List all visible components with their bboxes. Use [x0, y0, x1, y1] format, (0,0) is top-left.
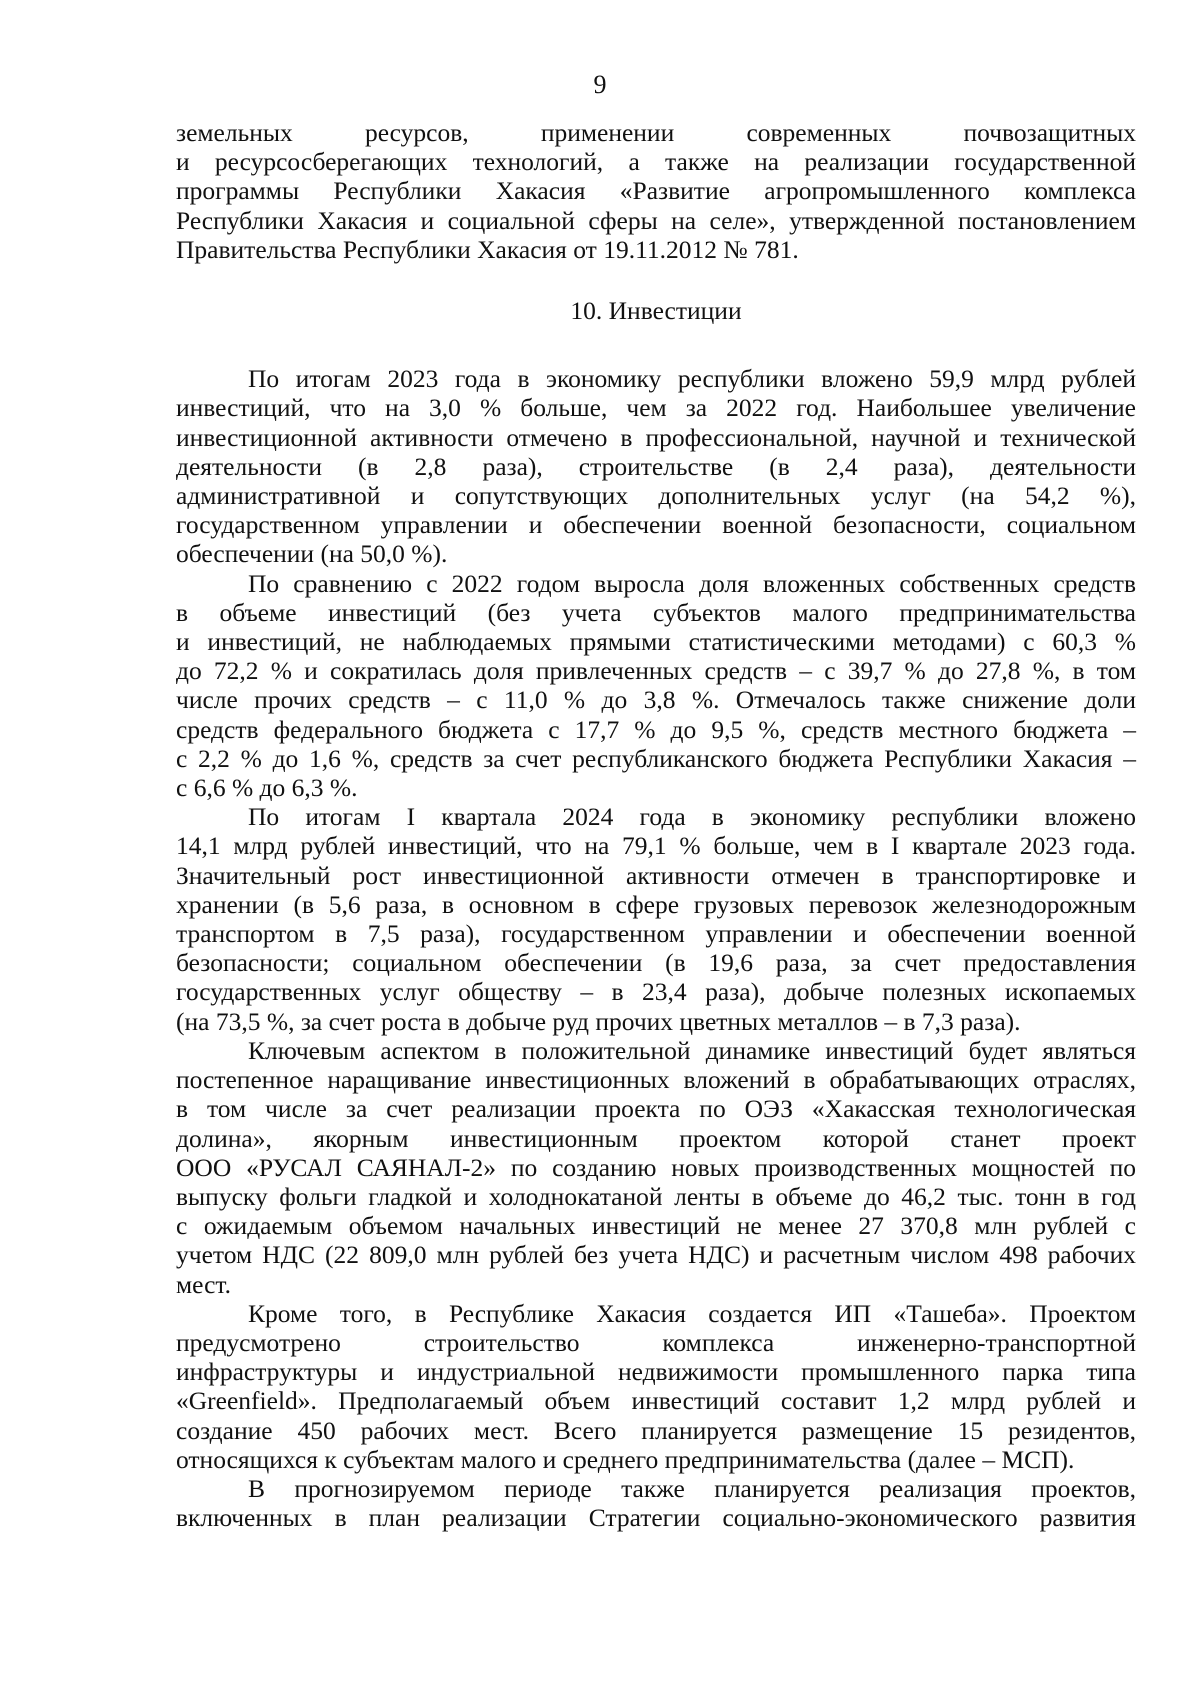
paragraph-forecast-period [176, 1474, 1136, 1532]
document-body [176, 118, 1136, 1532]
text-line: включенных в план реализации Стратегии социально-экономического развития [176, 1503, 1136, 1533]
text-line: числе прочих средств – с 11,0 % до 3,8 %. Отмечалось также снижение доли [176, 685, 1136, 715]
section-heading: 10. Инвестиции [570, 296, 742, 326]
text-line: обеспечении (на 50,0 %). [176, 539, 448, 569]
text-line: деятельности (в 2,8 раза), строительстве (в 2,4 раза), деятельности [176, 451, 1136, 481]
text-line: в объеме инвестиций (без учета субъектов малого предпринимательства [176, 597, 1136, 627]
text-line: программы Республики Хакасия «Развитие агропромышленного комплекса [176, 176, 1136, 206]
text-line: транспортом в 7,5 раза), государственном управлении и обеспечении военной [176, 919, 1136, 949]
text-line: административной и сопутствующих дополнительных услуг (на 54,2 %), [176, 481, 1136, 511]
text-line: инвестиционной активности отмечено в профессиональной, научной и технической [176, 422, 1136, 452]
text-line: создание 450 рабочих мест. Всего планируется размещение 15 резидентов, [176, 1415, 1136, 1445]
paragraph-continuation [176, 118, 1136, 264]
text-line: относящихся к субъектам малого и среднего предпринимательства (далее – МСП). [176, 1444, 1075, 1474]
text-line: Ключевым аспектом в положительной динамике инвестиций будет являться [248, 1035, 1136, 1065]
text-line: с ожидаемым объемом начальных инвестиций не менее 27 370,8 млн рублей с [176, 1211, 1136, 1241]
page-number: 9 [593, 70, 607, 99]
text-line: По итогам 2023 года в экономику республики вложено 59,9 млрд рублей [248, 364, 1136, 394]
paragraph-tasheba [176, 1299, 1136, 1474]
text-line: Значительный рост инвестиционной активности отмечен в транспортировке и [176, 860, 1136, 890]
text-line: инфраструктуры и индустриальной недвижимости промышленного парка типа [176, 1357, 1136, 1387]
text-line: и инвестиций, не наблюдаемых прямыми статистическими методами) с 60,3 % [176, 627, 1136, 657]
text-line: земельных ресурсов, применении современных почвозащитных [176, 118, 1136, 147]
text-line: государственных услуг обществу – в 23,4 раза), добыче полезных ископаемых [176, 977, 1136, 1007]
text-line: предусмотрено строительство комплекса инженерно-транспортной [176, 1327, 1136, 1357]
text-line: в том числе за счет реализации проекта по ОЭЗ «Хакасская технологическая [176, 1094, 1136, 1124]
text-line: Правительства Республики Хакасия от 19.11.2012 № 781. [176, 234, 799, 264]
text-line: долина», якорным инвестиционным проектом которой станет проект [176, 1123, 1136, 1153]
text-line: мест. [176, 1269, 232, 1299]
text-line: 14,1 млрд рублей инвестиций, что на 79,1 % больше, чем в I квартале 2023 года. [176, 831, 1136, 861]
text-line: Кроме того, в Республике Хакасия создается ИП «Ташеба». Проектом [248, 1298, 1136, 1328]
text-line: учетом НДС (22 809,0 млн рублей без учета НДС) и расчетным числом 498 рабочих [176, 1240, 1136, 1270]
text-line: «Greenfield». Предполагаемый объем инвестиций составит 1,2 млрд рублей и [176, 1386, 1136, 1416]
paragraph-q1-2024 [176, 802, 1136, 1036]
text-line: По итогам I квартала 2024 года в экономику республики вложено [248, 802, 1136, 832]
text-line: инвестиций, что на 3,0 % больше, чем за 2022 год. Наибольшее увеличение [176, 393, 1136, 423]
text-line: В прогнозируемом периоде также планируется реализация проектов, [248, 1473, 1136, 1503]
text-line: выпуску фольги гладкой и холоднокатаной ленты в объеме до 46,2 тыс. тонн в год [176, 1181, 1136, 1211]
text-line: ООО «РУСАЛ САЯНАЛ-2» по созданию новых производственных мощностей по [176, 1152, 1136, 1182]
text-line: до 72,2 % и сократилась доля привлеченных средств – с 39,7 % до 27,8 %, в том [176, 656, 1136, 686]
text-line: хранении (в 5,6 раза, в основном в сфере грузовых перевозок железнодорожным [176, 889, 1136, 919]
paragraph-investments-2023 [176, 364, 1136, 568]
text-line: Республики Хакасия и социальной сферы на селе», утвержденной постановлением [176, 205, 1136, 235]
text-line: средств федерального бюджета с 17,7 % до 9,5 %, средств местного бюджета – [176, 714, 1136, 744]
text-line: с 6,6 % до 6,3 %. [176, 773, 358, 803]
text-line: государственном управлении и обеспечении военной безопасности, социальном [176, 510, 1136, 540]
paragraph-funding-structure [176, 569, 1136, 803]
paragraph-key-aspect [176, 1036, 1136, 1299]
text-line: (на 73,5 %, за счет роста в добыче руд прочих цветных металлов – в 7,3 раза). [176, 1006, 1021, 1036]
text-line: постепенное наращивание инвестиционных вложений в обрабатывающих отраслях, [176, 1065, 1136, 1095]
text-line: По сравнению с 2022 годом выросла доля вложенных собственных средств [248, 568, 1136, 598]
text-line: с 2,2 % до 1,6 %, средств за счет республиканского бюджета Республики Хакасия – [176, 743, 1136, 773]
text-line: и ресурсосберегающих технологий, а также на реализации государственной [176, 147, 1136, 177]
text-line: безопасности; социальном обеспечении (в 19,6 раза, за счет предоставления [176, 948, 1136, 978]
